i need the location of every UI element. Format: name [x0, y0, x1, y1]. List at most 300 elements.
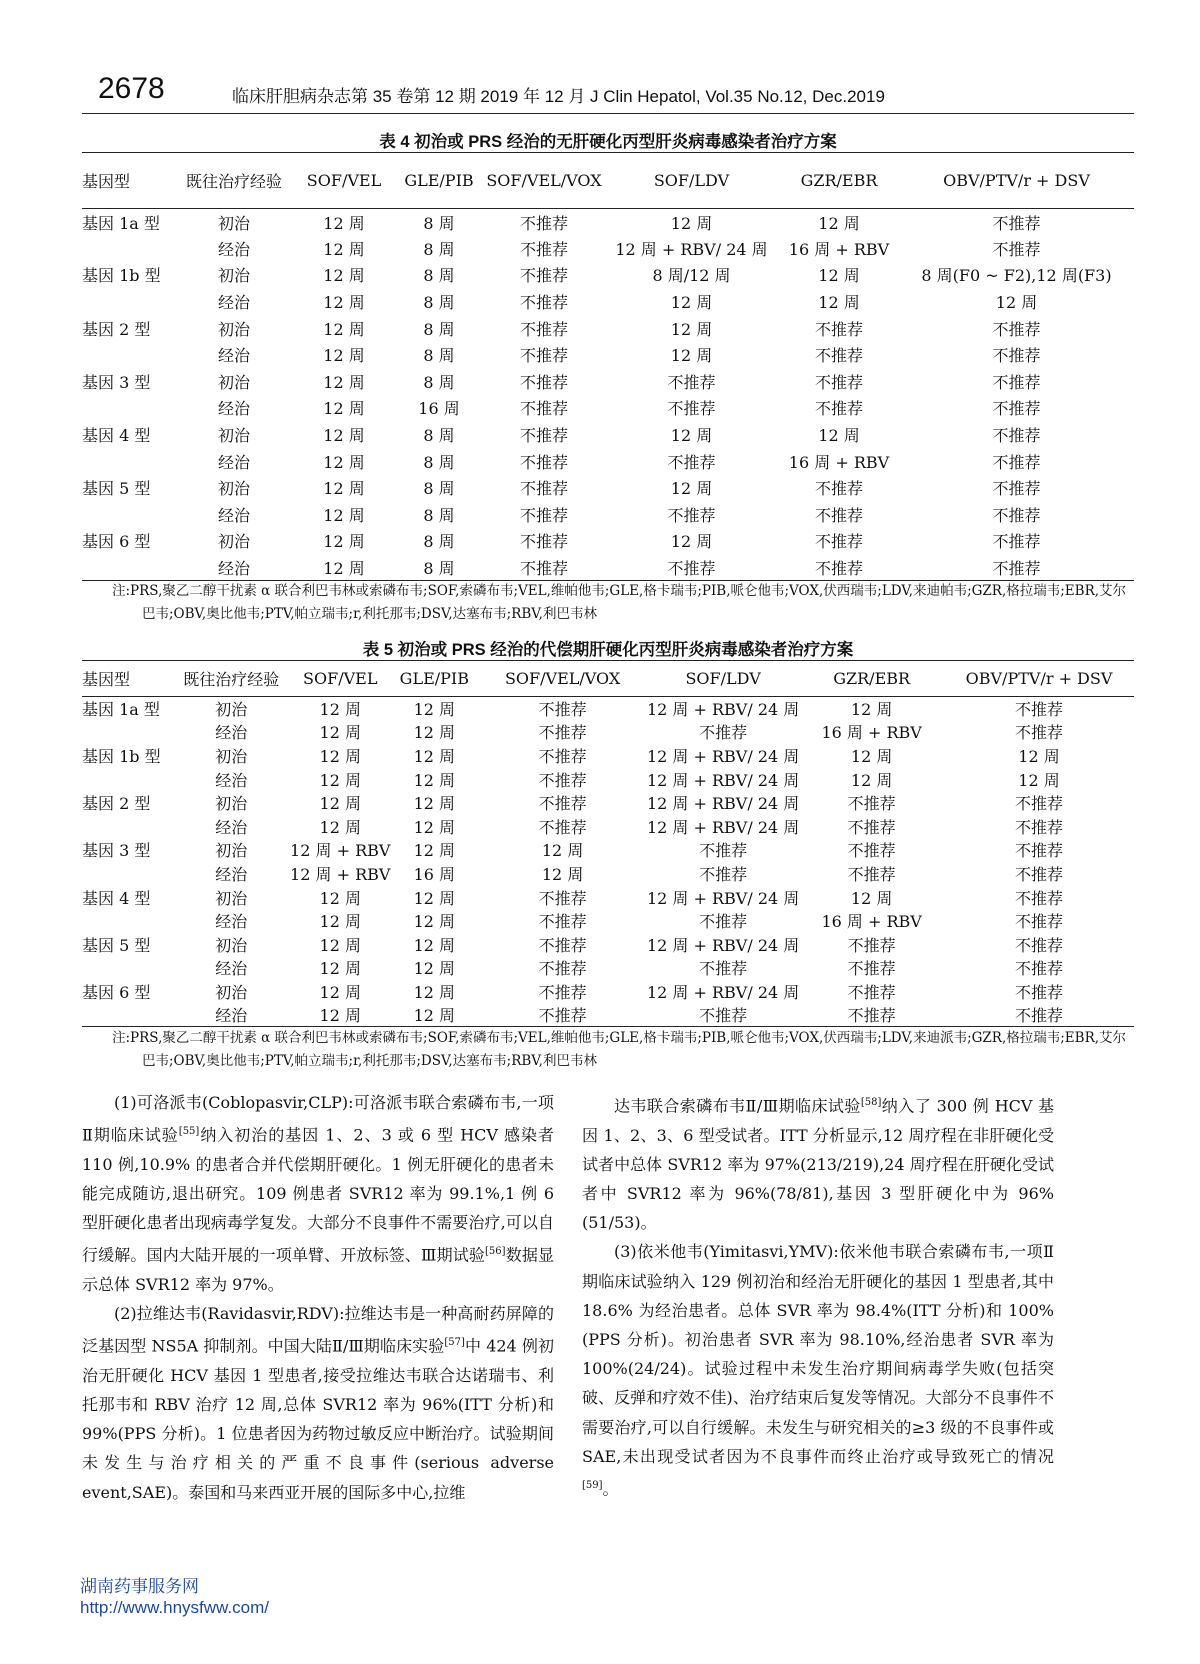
genotype-cell: 基因 5 型 — [82, 935, 151, 955]
column-header: OBV/PTV/r + DSV — [943, 171, 1090, 190]
regimen-cell: 12 周 — [323, 479, 365, 499]
regimen-cell: 不推荐 — [992, 239, 1041, 259]
regimen-cell: 8 周 — [423, 532, 455, 552]
regimen-cell: 12 周 — [323, 266, 365, 286]
table4-body — [82, 209, 1134, 581]
genotype-cell: 基因 2 型 — [82, 794, 151, 814]
table5-caption: 表 5 初治或 PRS 经治的代偿期肝硬化丙型肝炎病毒感染者治疗方案 — [362, 641, 854, 659]
genotype-cell — [82, 956, 173, 980]
column-header: GLE/PIB — [399, 669, 469, 688]
treatment-history-cell: 初治 — [217, 479, 250, 499]
genotype-cell: 基因 4 型 — [82, 888, 151, 908]
body-text: (2)拉维达韦(Ravidasvir,RDV):拉维达韦是一种高耐药屏障的泛基因型 NS5A 抑制剂。中国大陆Ⅱ/Ⅲ期临床实验 — [82, 1304, 554, 1356]
regimen-cell: 12 周 — [319, 982, 361, 1002]
regimen-cell: 16 周 + RBV — [821, 723, 922, 743]
genotype-cell: 基因 4 型 — [82, 426, 151, 446]
watermark-name: 湖南药事服务网 — [80, 1577, 199, 1596]
regimen-cell: 16 周 + RBV — [788, 239, 890, 259]
treatment-history-cell: 初治 — [217, 213, 250, 233]
regimen-cell: 12 周 — [850, 746, 893, 766]
treatment-history-cell: 经治 — [217, 293, 250, 313]
regimen-cell: 不推荐 — [538, 817, 587, 837]
regimen-cell: 不推荐 — [519, 558, 568, 578]
regimen-cell: 不推荐 — [519, 426, 568, 446]
regimen-cell: 16 周 — [413, 864, 456, 884]
genotype-cell — [82, 909, 173, 933]
treatment-history-cell: 经治 — [215, 864, 248, 884]
genotype-cell: 基因 1b 型 — [82, 746, 161, 766]
treatment-history-cell: 初治 — [217, 266, 250, 286]
column-header: SOF/VEL — [303, 669, 378, 688]
regimen-cell: 12 周 — [1018, 770, 1060, 790]
regimen-cell: 12 周 — [323, 426, 365, 446]
table-row — [82, 315, 1134, 342]
genotype-cell — [82, 288, 174, 315]
regimen-cell: 12 周 — [818, 426, 860, 446]
regimen-cell: 12 周 — [413, 912, 456, 932]
regimen-cell: 不推荐 — [992, 452, 1041, 472]
treatment-history-cell: 初治 — [215, 888, 248, 908]
column-header: SOF/VEL/VOX — [486, 171, 602, 190]
regimen-cell: 12 周 — [319, 912, 361, 932]
regimen-cell: 不推荐 — [814, 372, 863, 392]
regimen-cell: 不推荐 — [538, 935, 587, 955]
regimen-cell: 不推荐 — [519, 372, 568, 392]
regimen-cell: 12 周 — [670, 213, 713, 233]
table5-note: 注:PRS,聚乙二醇干扰素 α 联合利巴韦林或索磷布韦;SOF,索磷布韦;VEL,维帕他韦;GLE,格卡瑞韦;PIB,哌仑他韦;VOX,伏西瑞韦;LDV,来迪派韦;GZR,格拉瑞韦;EBR,艾尔巴韦;OBV,奥比他韦;PTV,帕立瑞韦;r,利托那韦;DSV,达塞布韦;RBV,利巴韦林 — [112, 1030, 1127, 1069]
genotype-cell: 基因 1a 型 — [82, 700, 160, 720]
regimen-cell: 不推荐 — [519, 505, 568, 525]
regimen-cell: 12 周 — [413, 723, 456, 743]
regimen-cell: 12 周 + RBV/ 24 周 — [646, 700, 800, 720]
citation-ref: [58] — [860, 1097, 882, 1108]
treatment-history-cell: 经治 — [217, 558, 250, 578]
regimen-cell: 12 周 — [850, 700, 893, 720]
treatment-history-cell: 初治 — [215, 841, 248, 861]
regimen-cell: 不推荐 — [699, 1006, 748, 1026]
regimen-cell: 不推荐 — [1015, 912, 1064, 932]
regimen-cell: 不推荐 — [667, 372, 716, 392]
regimen-cell: 不推荐 — [519, 293, 568, 313]
column-header: GLE/PIB — [404, 171, 474, 190]
regimen-cell: 12 周 — [413, 982, 456, 1002]
citation-ref: [59] — [582, 1479, 603, 1491]
regimen-cell: 不推荐 — [814, 479, 863, 499]
table-row — [82, 932, 1134, 956]
regimen-cell: 不推荐 — [992, 558, 1041, 578]
regimen-cell: 不推荐 — [1015, 794, 1064, 814]
regimen-cell: 不推荐 — [1015, 700, 1064, 720]
body-text: 中 424 例初治无肝硬化 HCV 基因 1 型患者,接受拉维达韦联合达诺瑞韦、利托那韦和 RBV 治疗 12 周,总体 SVR12 率为 96%(ITT 分析)和 99%(PPS 分析)。1 位患者因为药物过敏反应中断治疗。试验期间未发生与治疗相关的严重不良事件(serious adverse event,SAE)。泰国和马来西亚开展的国际多中心,拉维 — [82, 1336, 554, 1502]
genotype-cell — [82, 341, 174, 368]
genotype-cell — [82, 862, 173, 886]
table-row — [82, 474, 1134, 501]
genotype-cell — [82, 554, 174, 581]
regimen-cell: 不推荐 — [699, 864, 748, 884]
regimen-cell: 不推荐 — [667, 452, 716, 472]
regimen-cell: 不推荐 — [519, 399, 568, 419]
body-paragraph — [582, 1237, 1054, 1503]
table-row — [82, 909, 1134, 933]
table5-body — [82, 697, 1134, 1027]
regimen-cell: 不推荐 — [847, 817, 896, 837]
regimen-cell: 12 周 — [323, 293, 365, 313]
regimen-cell: 12 周 — [319, 959, 361, 979]
regimen-cell: 8 周 — [423, 213, 455, 233]
regimen-cell: 不推荐 — [519, 346, 568, 366]
regimen-cell: 12 周 — [670, 426, 713, 446]
regimen-cell: 不推荐 — [814, 319, 863, 339]
regimen-cell: 不推荐 — [538, 700, 587, 720]
regimen-cell: 16 周 + RBV — [821, 912, 922, 932]
regimen-cell: 不推荐 — [992, 319, 1041, 339]
regimen-cell: 12 周 — [319, 723, 361, 743]
column-header: 既往治疗经验 — [185, 172, 282, 191]
regimen-cell: 12 周 — [413, 794, 456, 814]
table-row — [82, 791, 1134, 815]
regimen-cell: 8 周 — [423, 558, 455, 578]
treatment-history-cell: 经治 — [215, 959, 248, 979]
table-row — [82, 528, 1134, 555]
regimen-cell: 12 周 — [818, 213, 860, 233]
regimen-cell: 不推荐 — [538, 982, 587, 1002]
treatment-history-cell: 经治 — [217, 452, 250, 472]
table4-header-row — [82, 153, 1134, 209]
regimen-cell: 12 周 + RBV/ 24 周 — [646, 935, 800, 955]
body-right-column — [582, 1088, 1054, 1504]
table-row — [82, 341, 1134, 368]
regimen-cell: 12 周 — [670, 346, 713, 366]
regimen-cell: 不推荐 — [538, 888, 587, 908]
genotype-cell: 基因 5 型 — [82, 479, 151, 499]
table4-note: 注:PRS,聚乙二醇干扰素 α 联合利巴韦林或索磷布韦;SOF,索磷布韦;VEL,维帕他韦;GLE,格卡瑞韦;PIB,哌仑他韦;VOX,伏西瑞韦;LDV,来迪帕韦;GZR,格拉瑞韦;EBR,艾尔巴韦;OBV,奥比他韦;PTV,帕立瑞韦;r,利托那韦;DSV,达塞布韦;RBV,利巴韦林 — [112, 583, 1127, 622]
regimen-cell: 不推荐 — [667, 505, 716, 525]
regimen-cell: 16 周 + RBV — [788, 452, 890, 472]
genotype-cell: 基因 3 型 — [82, 841, 151, 861]
regimen-cell: 12 周 — [413, 700, 456, 720]
regimen-cell: 12 周 — [670, 479, 713, 499]
regimen-cell: 不推荐 — [1015, 888, 1064, 908]
regimen-cell: 不推荐 — [538, 912, 587, 932]
regimen-cell: 不推荐 — [538, 794, 587, 814]
regimen-cell: 8 周 — [423, 293, 455, 313]
treatment-history-cell: 经治 — [217, 346, 250, 366]
table-row — [82, 448, 1134, 475]
regimen-cell: 不推荐 — [519, 479, 568, 499]
regimen-cell: 不推荐 — [699, 841, 748, 861]
table-row — [82, 368, 1134, 395]
regimen-cell: 12 周 — [323, 452, 365, 472]
regimen-cell: 不推荐 — [538, 959, 587, 979]
treatment-history-cell: 经治 — [217, 505, 250, 525]
table5 — [82, 660, 1134, 1027]
column-header: SOF/VEL — [306, 171, 382, 190]
table-row — [82, 288, 1134, 315]
genotype-cell: 基因 3 型 — [82, 372, 151, 392]
column-header: GZR/EBR — [833, 669, 911, 688]
regimen-cell: 不推荐 — [847, 935, 896, 955]
regimen-cell: 12 周 — [319, 794, 361, 814]
regimen-cell: 不推荐 — [1015, 935, 1064, 955]
genotype-cell — [82, 235, 174, 262]
genotype-cell — [82, 814, 173, 838]
table-row — [82, 501, 1134, 528]
treatment-history-cell: 初治 — [215, 746, 248, 766]
regimen-cell: 不推荐 — [538, 770, 587, 790]
column-header: SOF/VEL/VOX — [504, 669, 621, 688]
regimen-cell: 不推荐 — [847, 794, 896, 814]
page-number: 2678 — [98, 72, 165, 105]
regimen-cell: 不推荐 — [992, 372, 1041, 392]
regimen-cell: 12 周 + RBV/ 24 周 — [646, 888, 800, 908]
genotype-cell: 基因 2 型 — [82, 319, 151, 339]
regimen-cell: 12 周 — [319, 746, 361, 766]
body-paragraph — [82, 1299, 554, 1507]
table-row — [82, 697, 1134, 721]
regimen-cell: 不推荐 — [847, 864, 896, 884]
table-row — [82, 235, 1134, 262]
table-row — [82, 554, 1134, 581]
regimen-cell: 不推荐 — [814, 346, 863, 366]
regimen-cell: 12 周 — [413, 746, 456, 766]
regimen-cell: 8 周 — [423, 266, 455, 286]
table-row — [82, 262, 1134, 289]
regimen-cell: 12 周 — [541, 864, 584, 884]
regimen-cell: 不推荐 — [667, 558, 716, 578]
regimen-cell: 12 周 + RBV/ 24 周 — [646, 982, 800, 1002]
regimen-cell: 不推荐 — [1015, 959, 1064, 979]
genotype-cell — [82, 448, 174, 475]
regimen-cell: 12 周 — [323, 213, 365, 233]
regimen-cell: 不推荐 — [847, 1006, 896, 1026]
regimen-cell: 12 周 — [670, 319, 713, 339]
body-paragraph — [582, 1088, 1054, 1237]
regimen-cell: 8 周 — [423, 346, 455, 366]
table-row — [82, 744, 1134, 768]
body-text: (3)依米他韦(Yimitasvi,YMV):依米他韦联合索磷布韦,一项Ⅱ期临床试验纳入 129 例初治和经治无肝硬化的基因 1 型患者,其中 18.6% 为经治患者。总体 SVR 率为 98.4%(ITT 分析)和 100%(PPS 分析)。初治患者 SVR 率为 98.10%,经治患者 SVR 率为 100%(24/24)。试验过程中未发生治疗期间病毒学失败(包括突破、反弹和疗效不佳)、治疗结束后复发等情况。大部分不良事件不需要治疗,可以自行缓解。未发生与研究相关的≥3 级的不良事件或 SAE,未出现受试者因为不良事件而终止治疗或导致死亡的情况 — [582, 1242, 1054, 1466]
regimen-cell: 不推荐 — [992, 505, 1041, 525]
regimen-cell: 12 周 + RBV/ 24 周 — [646, 794, 800, 814]
table4-caption: 表 4 初治或 PRS 经治的无肝硬化丙型肝炎病毒感染者治疗方案 — [379, 133, 837, 151]
regimen-cell: 12 周 — [323, 372, 365, 392]
regimen-cell: 12 周 — [670, 293, 713, 313]
table-row — [82, 209, 1134, 236]
regimen-cell: 不推荐 — [1015, 817, 1064, 837]
body-text: 数据显示总体 SVR12 率为 97%。 — [82, 1245, 554, 1294]
table-row — [82, 885, 1134, 909]
regimen-cell: 不推荐 — [667, 399, 716, 419]
regimen-cell: 8 周 — [423, 239, 455, 259]
table4 — [82, 152, 1134, 581]
regimen-cell: 不推荐 — [992, 346, 1041, 366]
regimen-cell: 12 周 — [413, 770, 456, 790]
regimen-cell: 12 周 — [995, 293, 1038, 313]
table5-header-row — [82, 661, 1134, 697]
regimen-cell: 12 周 — [323, 558, 365, 578]
treatment-history-cell: 初治 — [217, 372, 250, 392]
regimen-cell: 不推荐 — [519, 213, 568, 233]
column-header: SOF/LDV — [653, 171, 730, 190]
regimen-cell: 12 周 + RBV/ 24 周 — [646, 770, 800, 790]
regimen-cell: 12 周 — [850, 770, 893, 790]
regimen-cell: 12 周 — [413, 888, 456, 908]
genotype-cell — [82, 720, 173, 744]
regimen-cell: 不推荐 — [992, 426, 1041, 446]
regimen-cell: 8 周 — [423, 479, 455, 499]
treatment-history-cell: 经治 — [217, 399, 250, 419]
treatment-history-cell: 初治 — [215, 700, 248, 720]
regimen-cell: 不推荐 — [814, 505, 863, 525]
regimen-cell: 12 周 + RBV/ 24 周 — [646, 746, 800, 766]
regimen-cell: 12 周 — [319, 817, 361, 837]
table-row — [82, 980, 1134, 1004]
column-header: SOF/LDV — [685, 669, 761, 688]
citation-ref: [57] — [444, 1337, 465, 1349]
column-header: OBV/PTV/r + DSV — [965, 669, 1113, 688]
table-row — [82, 421, 1134, 448]
regimen-cell: 12 周 — [670, 532, 713, 552]
regimen-cell: 12 周 — [319, 935, 361, 955]
genotype-cell: 基因 1b 型 — [82, 266, 161, 286]
treatment-history-cell: 经治 — [215, 770, 248, 790]
treatment-history-cell: 初治 — [215, 982, 248, 1002]
regimen-cell: 不推荐 — [992, 532, 1041, 552]
regimen-cell: 12 周 — [323, 346, 365, 366]
regimen-cell: 不推荐 — [699, 912, 748, 932]
treatment-history-cell: 经治 — [215, 912, 248, 932]
regimen-cell: 不推荐 — [538, 746, 587, 766]
citation-ref: [56] — [485, 1246, 506, 1258]
column-header: 基因型 — [82, 670, 131, 689]
genotype-cell: 基因 1a 型 — [82, 213, 160, 233]
regimen-cell: 不推荐 — [814, 532, 863, 552]
regimen-cell: 12 周 — [323, 399, 365, 419]
body-text: 纳入初治的基因 1、2、3 或 6 型 HCV 感染者 110 例,10.9% 的患者合并代偿期肝硬化。1 例无肝硬化的患者未能完成随访,退出研究。109 例患者 SVR12 率为 99.1%,1 例 6 型肝硬化患者出现病毒学复发。大部分不良事件不需要治疗,可以自行缓解。国内大陆开展的一项单臂、开放标签、Ⅲ期试验 — [82, 1125, 554, 1265]
regimen-cell: 8 周/12 周 — [652, 266, 731, 286]
regimen-cell: 12 周 — [323, 319, 365, 339]
regimen-cell: 不推荐 — [699, 723, 748, 743]
treatment-history-cell: 初治 — [217, 426, 250, 446]
regimen-cell: 12 周 — [319, 1006, 361, 1026]
regimen-cell: 不推荐 — [847, 982, 896, 1002]
regimen-cell: 不推荐 — [814, 558, 863, 578]
genotype-cell — [82, 501, 174, 528]
genotype-cell — [82, 1003, 173, 1027]
body-paragraph — [82, 1088, 554, 1299]
treatment-history-cell: 初治 — [217, 532, 250, 552]
regimen-cell: 不推荐 — [1015, 864, 1064, 884]
regimen-cell: 12 周 + RBV — [290, 841, 391, 861]
regimen-cell: 12 周 — [323, 505, 365, 525]
regimen-cell: 不推荐 — [847, 841, 896, 861]
regimen-cell: 12 周 — [1018, 746, 1060, 766]
body-text: (1)可洛派韦(Coblopasvir,CLP):可洛派韦联合索磷布韦,一项Ⅱ期临床试验 — [82, 1093, 554, 1145]
treatment-history-cell: 经治 — [215, 1006, 248, 1026]
table-row — [82, 862, 1134, 886]
page-header — [82, 70, 1134, 114]
regimen-cell: 8 周 — [423, 452, 455, 472]
genotype-cell: 基因 6 型 — [82, 532, 151, 552]
treatment-history-cell: 经治 — [217, 239, 250, 259]
regimen-cell: 12 周 + RBV — [290, 864, 391, 884]
regimen-cell: 12 周 — [319, 888, 361, 908]
treatment-history-cell: 经治 — [215, 817, 248, 837]
treatment-history-cell: 初治 — [217, 319, 250, 339]
regimen-cell: 不推荐 — [847, 959, 896, 979]
body-text: 纳入了 300 例 HCV 基因 1、2、3、6 型受试者。ITT 分析显示,12 周疗程在非肝硬化受试者中总体 SVR12 率为 97%(213/219),24 周疗程在肝硬化受试者中 SVR12 率为 96%(78/81),基因 3 型肝硬化中为 96%(51/53)。 — [582, 1096, 1054, 1233]
regimen-cell: 不推荐 — [538, 723, 587, 743]
regimen-cell: 8 周 — [423, 426, 455, 446]
regimen-cell: 不推荐 — [1015, 841, 1064, 861]
regimen-cell: 8 周 — [423, 372, 455, 392]
treatment-history-cell: 初治 — [215, 794, 248, 814]
table-row — [82, 767, 1134, 791]
regimen-cell: 8 周(F0 ~ F2),12 周(F3) — [921, 266, 1112, 286]
citation-ref: [55] — [178, 1126, 200, 1138]
regimen-cell: 不推荐 — [992, 399, 1041, 419]
regimen-cell: 12 周 — [850, 888, 893, 908]
regimen-cell: 12 周 — [319, 700, 361, 720]
regimen-cell: 12 周 — [319, 770, 361, 790]
regimen-cell: 不推荐 — [519, 532, 568, 552]
regimen-cell: 不推荐 — [519, 452, 568, 472]
regimen-cell: 不推荐 — [519, 319, 568, 339]
body-text: 达韦联合索磷布韦Ⅱ/Ⅲ期临床试验 — [614, 1096, 861, 1116]
regimen-cell: 12 周 + RBV/ 24 周 — [615, 239, 768, 259]
regimen-cell: 不推荐 — [992, 479, 1041, 499]
regimen-cell: 12 周 — [323, 532, 365, 552]
regimen-cell: 12 周 + RBV/ 24 周 — [646, 817, 800, 837]
regimen-cell: 不推荐 — [1015, 1006, 1064, 1026]
treatment-history-cell: 经治 — [215, 723, 248, 743]
regimen-cell: 12 周 — [413, 841, 456, 861]
regimen-cell: 不推荐 — [538, 1006, 587, 1026]
table-row — [82, 956, 1134, 980]
treatment-history-cell: 初治 — [215, 935, 248, 955]
body-text: 。 — [602, 1479, 619, 1499]
regimen-cell: 不推荐 — [519, 266, 568, 286]
table-row — [82, 838, 1134, 862]
regimen-cell: 不推荐 — [992, 213, 1041, 233]
regimen-cell: 12 周 — [818, 293, 860, 313]
regimen-cell: 8 周 — [423, 505, 455, 525]
regimen-cell: 8 周 — [423, 319, 455, 339]
genotype-cell — [82, 767, 173, 791]
table-row — [82, 1003, 1134, 1027]
regimen-cell: 12 周 — [413, 817, 456, 837]
regimen-cell: 12 周 — [323, 239, 365, 259]
regimen-cell: 不推荐 — [699, 959, 748, 979]
watermark-url: http://www.hnysfww.com/ — [80, 1598, 269, 1617]
column-header: GZR/EBR — [800, 171, 878, 190]
body-left-column — [82, 1088, 554, 1507]
column-header: 既往治疗经验 — [183, 670, 280, 689]
table-row — [82, 814, 1134, 838]
regimen-cell: 12 周 — [541, 841, 584, 861]
regimen-cell: 不推荐 — [814, 399, 863, 419]
regimen-cell: 12 周 — [413, 1006, 456, 1026]
table-row — [82, 395, 1134, 422]
regimen-cell: 12 周 — [413, 959, 456, 979]
genotype-cell — [82, 395, 174, 422]
table-row — [82, 720, 1134, 744]
regimen-cell: 12 周 — [818, 266, 860, 286]
regimen-cell: 不推荐 — [1015, 982, 1064, 1002]
journal-title: 临床肝胆病杂志第 35 卷第 12 期 2019 年 12 月 J Clin Hepatol, Vol.35 No.12, Dec.2019 — [232, 87, 885, 106]
regimen-cell: 不推荐 — [519, 239, 568, 259]
regimen-cell: 16 周 — [418, 399, 460, 419]
column-header: 基因型 — [82, 172, 131, 191]
